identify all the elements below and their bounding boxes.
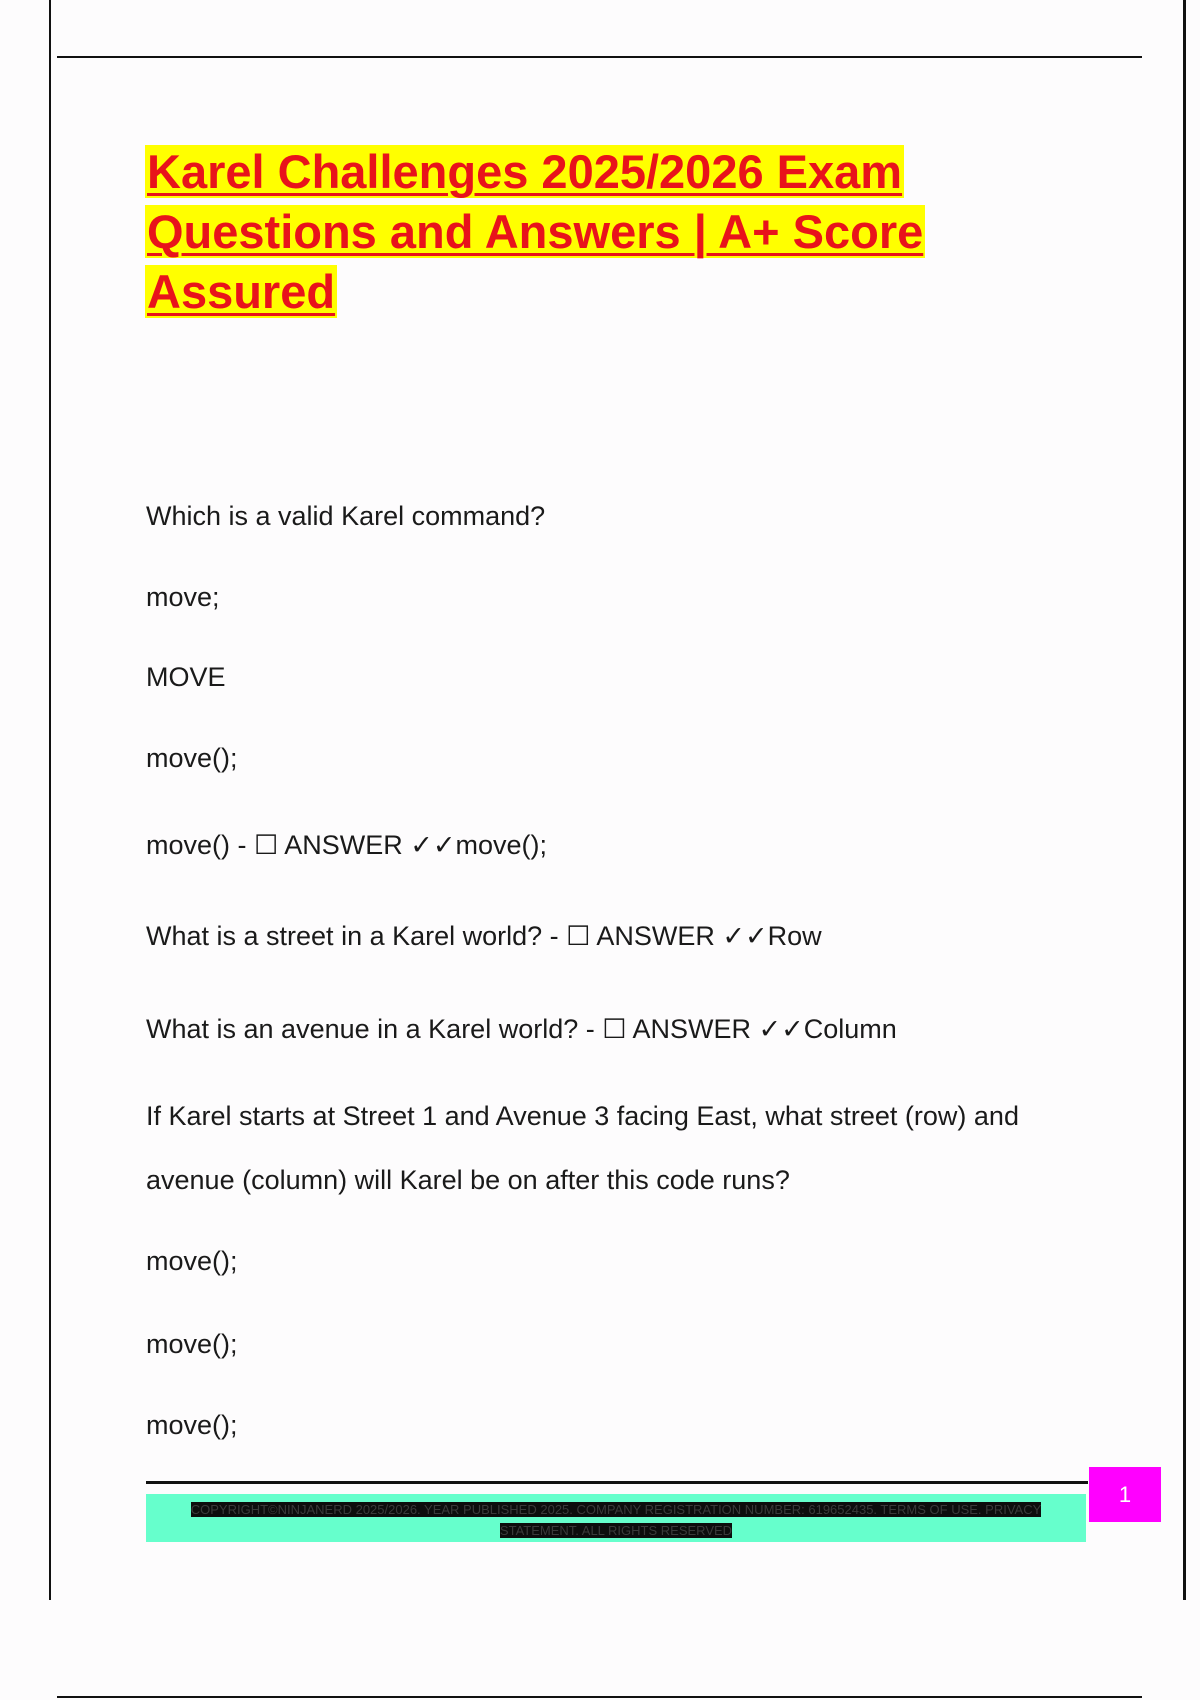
question-answer-line: What is an avenue in a Karel world? - ☐ ANSWER ✓✓Column <box>146 1014 897 1044</box>
header-rule <box>57 56 1142 58</box>
answer-line: move() - ☐ ANSWER ✓✓move(); <box>146 830 547 860</box>
question-line: Which is a valid Karel command? <box>146 501 546 531</box>
question-line: If Karel starts at Street 1 and Avenue 3 facing East, what street (row) and <box>146 1101 1019 1131</box>
page-left-border <box>49 0 51 1600</box>
code-line: move(); <box>146 1329 238 1359</box>
document-title-text: Karel Challenges 2025/2026 Exam Questions and Answers | A+ Score Assured <box>147 145 924 318</box>
question-answer-line: What is a street in a Karel world? - ☐ ANSWER ✓✓Row <box>146 921 822 951</box>
code-line: move(); <box>146 1246 238 1276</box>
option-line: move(); <box>146 743 238 773</box>
next-page-rule <box>57 1696 1142 1698</box>
footer-rule <box>146 1481 1088 1484</box>
footer-copyright-text: COPYRIGHT©NINJANERD 2025/2026. YEAR PUBLISHED 2025. COMPANY REGISTRATION NUMBER: 619652435. TERMS OF USE. PRIVACY STATEMENT. ALL RIGHTS RESERVED <box>190 1502 1042 1538</box>
code-line: move(); <box>146 1410 238 1440</box>
page-right-border <box>1183 0 1186 1600</box>
document-title <box>145 142 1045 322</box>
page-number-badge: 1 <box>1089 1467 1161 1522</box>
option-line: move; <box>146 582 220 612</box>
footer-copyright-band <box>146 1494 1086 1542</box>
question-line-continued: avenue (column) will Karel be on after this code runs? <box>146 1165 790 1195</box>
option-line: MOVE <box>146 662 226 692</box>
